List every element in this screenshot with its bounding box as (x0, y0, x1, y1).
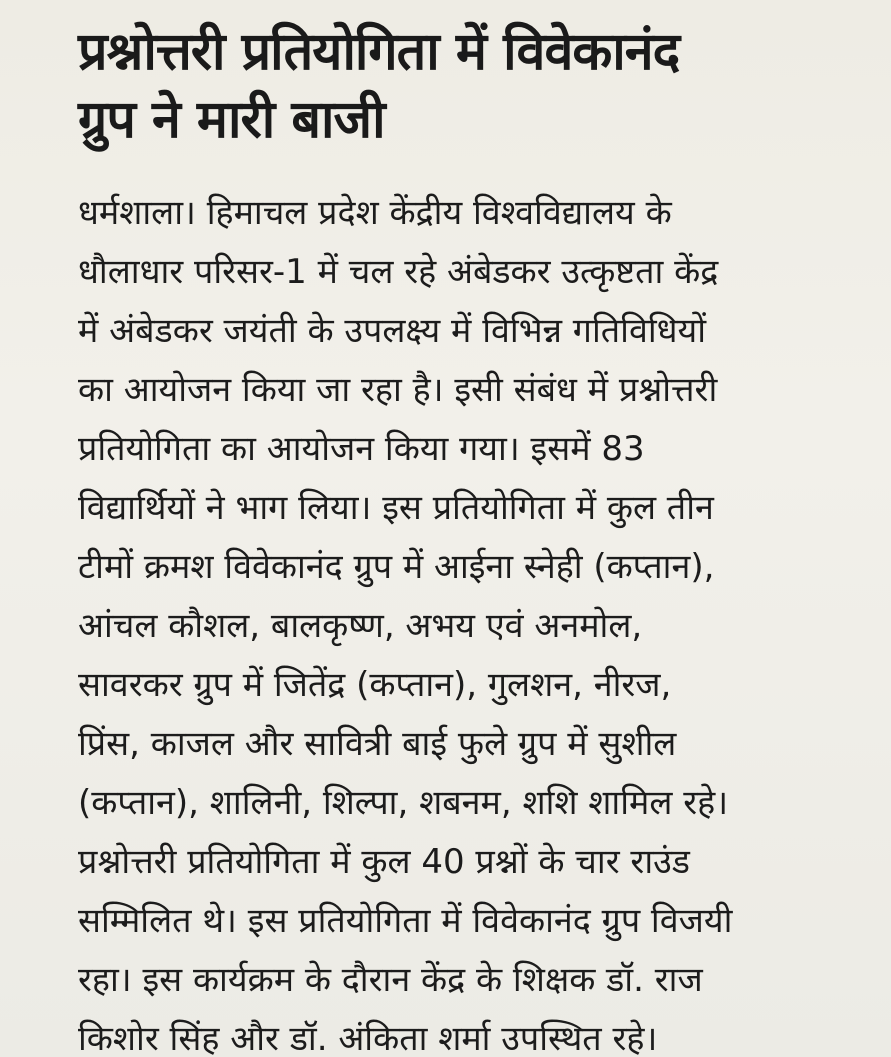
body-line: (कप्तान), शालिनी, शिल्पा, शबनम, शशि शामिल रहे। (78, 783, 729, 823)
body-line: रहा। इस कार्यक्रम के दौरान केंद्र के शिक्षक डॉ. राज (78, 960, 703, 1000)
body-line: धौलाधार परिसर-1 में चल रहे अंबेडकर उत्कृष्टता केंद्र (78, 252, 719, 292)
headline-line: ग्रुप ने मारी बाजी (78, 90, 385, 150)
body-line: प्रतियोगिता का आयोजन किया गया। इसमें 83 (78, 429, 645, 469)
body-line: आंचल कौशल, बालकृष्ण, अभय एवं अनमोल, (78, 606, 643, 646)
article-body (78, 184, 868, 1057)
body-line: विद्यार्थियों ने भाग लिया। इस प्रतियोगिता में कुल तीन (78, 488, 714, 528)
body-line: प्रश्नोत्तरी प्रतियोगिता में कुल 40 प्रश्नों के चार राउंड (78, 842, 690, 882)
body-line: धर्मशाला। हिमाचल प्रदेश केंद्रीय विश्वविद्यालय के (78, 193, 672, 233)
body-line: टीमों क्रमश विवेकानंद ग्रुप में आईना स्नेही (कप्तान), (78, 547, 715, 587)
body-line: किशोर सिंह और डॉ. अंकिता शर्मा उपस्थित रहे। (78, 1019, 658, 1057)
body-line: प्रिंस, काजल और सावित्री बाई फुले ग्रुप में सुशील (78, 724, 677, 764)
headline (78, 18, 868, 154)
body-line: का आयोजन किया जा रहा है। इसी संबंध में प्रश्नोत्तरी (78, 370, 718, 410)
body-line: सावरकर ग्रुप में जितेंद्र (कप्तान), गुलशन, नीरज, (78, 665, 672, 705)
headline-line: प्रश्नोत्तरी प्रतियोगिता में विवेकानंद (78, 22, 680, 82)
body-line: सम्मिलित थे। इस प्रतियोगिता में विवेकानंद ग्रुप विजयी (78, 901, 733, 941)
body-line: में अंबेडकर जयंती के उपलक्ष्य में विभिन्न गतिविधियों (78, 311, 707, 351)
